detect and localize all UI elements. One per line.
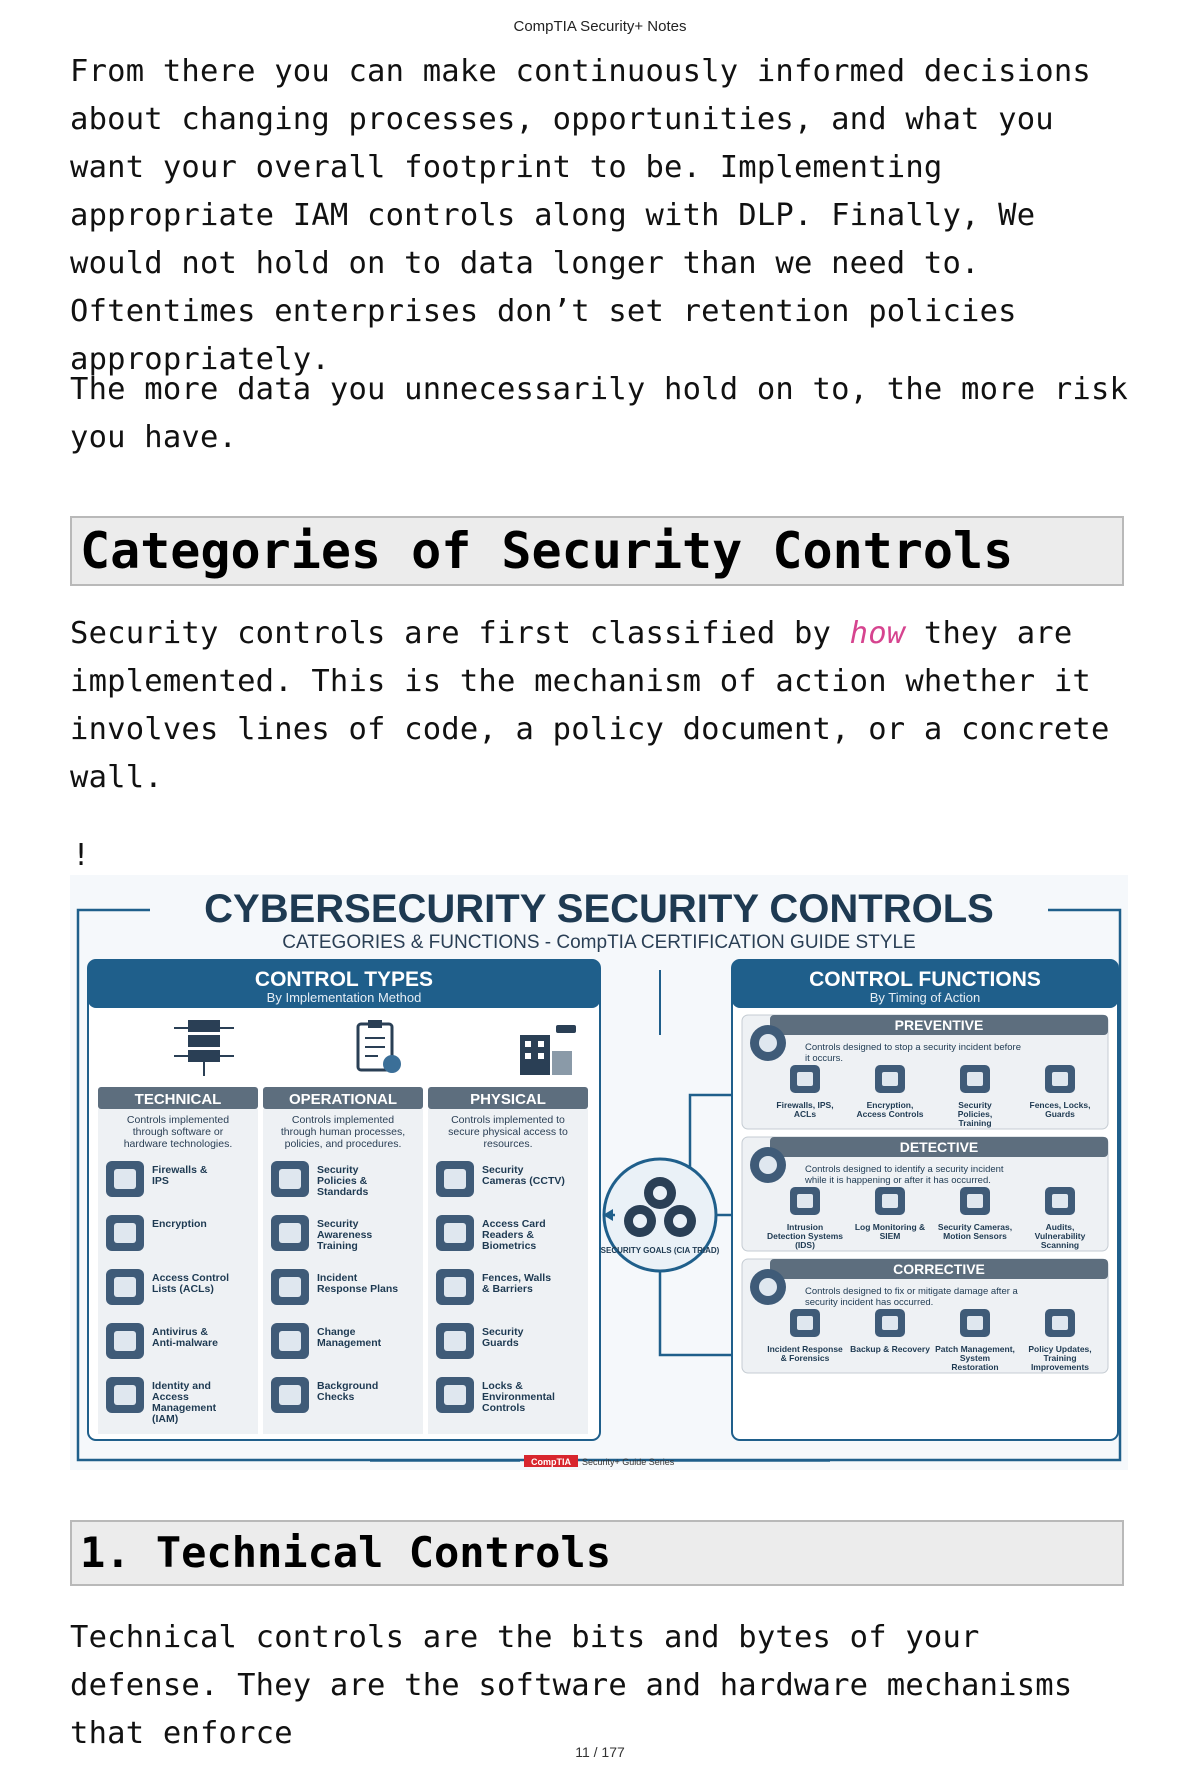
control-type-item: Locks & Environmental Controls <box>482 1380 555 1414</box>
function-title: CORRECTIVE <box>893 1261 985 1277</box>
comptia-badge-text: CompTIA <box>531 1457 571 1467</box>
function-group-corrective <box>742 1259 1108 1373</box>
emphasis-how: how <box>849 616 906 651</box>
paragraph-intro: From there you can make continuously informed decisions about changing processes, opportunities, and what you want your overall footprint to be. Implementing appropriate IAM controls along with DLP. Finally, We would not hold on to data longer than we need to. Oftentimes enterprises don’t set retention policies appropriately. <box>70 54 1091 377</box>
figure-title: CYBERSECURITY SECURITY CONTROLS <box>204 887 994 931</box>
control-type-item: Encryption <box>152 1218 207 1230</box>
control-type-item: Security Awareness Training <box>317 1218 373 1252</box>
policy-person-icon <box>960 1065 990 1093</box>
background-check-icon <box>271 1377 309 1413</box>
function-item: Audits, Vulnerability Scanning <box>1034 1222 1086 1250</box>
function-desc: Controls designed to stop a security incident before it occurs. <box>805 1042 1021 1064</box>
control-type-item: Fences, Walls & Barriers <box>482 1272 552 1295</box>
figure-subtitle: CATEGORIES & FUNCTIONS - CompTIA CERTIFICATION GUIDE STYLE <box>282 932 916 953</box>
control-type-item: Access Card Readers & Biometrics <box>482 1218 546 1252</box>
stray-exclamation: ! <box>72 838 91 873</box>
function-item: Patch Management, System Restoration <box>935 1344 1015 1372</box>
page-number: 11 / 177 <box>575 1744 625 1760</box>
section-heading: Categories of Security Controls <box>80 522 1014 580</box>
function-item: Firewalls, IPS, ACLs <box>776 1100 834 1119</box>
function-item: Security Cameras, Motion Sensors <box>937 1222 1013 1241</box>
magnifier-bug-icon <box>106 1323 144 1359</box>
ambulance-icon <box>790 1309 820 1337</box>
control-type-item: Change Management <box>317 1326 382 1349</box>
para-text-after: they are implemented. This is the mechanism of action whether it involves lines of code, a policy document, or a concrete wall. <box>70 616 1110 795</box>
col-physical-desc: Controls implemented to secure physical access to resources. <box>448 1114 568 1150</box>
function-item: Log Monitoring & SIEM <box>854 1222 926 1241</box>
lock-thermometer-icon <box>436 1377 474 1413</box>
function-title: DETECTIVE <box>899 1139 979 1155</box>
audit-magnifier-icon <box>1045 1187 1075 1215</box>
function-item: Backup & Recovery <box>850 1344 930 1354</box>
col-physical-title: PHYSICAL <box>470 1091 546 1108</box>
paragraph-categories <box>70 610 1130 802</box>
control-type-item: Security Guards <box>482 1326 524 1349</box>
para-text-before: Security controls are first classified by <box>70 616 850 651</box>
magnifier-eye-icon <box>750 1147 786 1183</box>
function-item: Fences, Locks, Guards <box>1029 1100 1091 1119</box>
monitor-chart-icon <box>875 1187 905 1215</box>
control-type-item: Incident Response Plans <box>317 1272 399 1295</box>
function-desc: Controls designed to identify a security incident while it is happening or after it has occurred. <box>805 1164 1004 1186</box>
paragraph-technical: Technical controls are the bits and bytes of your defense. They are the software and hardware mechanisms that enforce <box>70 1620 1073 1751</box>
shield-arrow-icon <box>750 1025 786 1061</box>
fence-lock-icon <box>1045 1065 1075 1093</box>
fence-icon <box>436 1269 474 1305</box>
firewall-icon <box>790 1065 820 1093</box>
policy-update-icon <box>1045 1309 1075 1337</box>
col-technical-title: TECHNICAL <box>134 1091 222 1108</box>
policy-document-icon <box>271 1161 309 1197</box>
firewall-icon <box>106 1161 144 1197</box>
incident-team-icon <box>271 1269 309 1305</box>
function-item: Intrusion Detection Systems (IDS) <box>766 1222 844 1250</box>
lock-fingerprint-icon <box>875 1065 905 1093</box>
running-header: CompTIA Security+ Notes <box>513 18 687 35</box>
card-reader-icon <box>436 1215 474 1251</box>
control-type-item: Antivirus & Anti-malware <box>152 1326 218 1349</box>
control-functions-subtitle: By Timing of Action <box>869 990 981 1005</box>
lock-icon <box>106 1215 144 1251</box>
function-group-preventive <box>742 1015 1108 1129</box>
security-controls-infographic <box>70 875 1128 1470</box>
change-doc-icon <box>271 1323 309 1359</box>
control-types-title: CONTROL TYPES <box>254 968 434 991</box>
function-desc: Controls designed to fix or mitigate damage after a security incident has occurred. <box>805 1286 1018 1308</box>
control-functions-title: CONTROL FUNCTIONS <box>809 968 1041 991</box>
function-item: Incident Response & Forensics <box>767 1344 843 1363</box>
training-person-icon <box>271 1215 309 1251</box>
cloud-backup-icon <box>875 1309 905 1337</box>
control-type-item: Firewalls & IPS <box>152 1164 208 1187</box>
cia-triad-label: SECURITY GOALS (CIA TRIAD) <box>600 1246 720 1255</box>
paragraph-risk: The more data you unnecessarily hold on to, the more risk you have. <box>70 372 1129 455</box>
function-item: Security Policies, Training <box>957 1100 993 1128</box>
control-type-item: Access Control Lists (ACLs) <box>152 1272 230 1295</box>
cctv-camera-icon <box>436 1161 474 1197</box>
eye-icon <box>790 1187 820 1215</box>
id-card-icon <box>106 1377 144 1413</box>
function-group-detective <box>742 1137 1108 1251</box>
control-types-subtitle: By Implementation Method <box>266 990 422 1005</box>
series-label: Security+ Guide Series <box>582 1457 675 1467</box>
col-operational-title: OPERATIONAL <box>288 1091 398 1108</box>
control-type-item: Identity and Access Management (IAM) <box>152 1380 217 1425</box>
control-type-item: Background Checks <box>317 1380 379 1403</box>
subsection-heading-box <box>70 1520 1124 1586</box>
control-type-item: Security Policies & Standards <box>317 1164 369 1198</box>
acl-list-icon <box>106 1269 144 1305</box>
patch-window-icon <box>960 1309 990 1337</box>
function-item: Policy Updates, Training Improvements <box>1028 1344 1092 1372</box>
function-item: Encryption, Access Controls <box>856 1100 924 1119</box>
control-type-item: Security Cameras (CCTV) <box>482 1164 565 1187</box>
wrench-screwdriver-icon <box>750 1269 786 1305</box>
subsection-heading: 1. Technical Controls <box>80 1528 612 1577</box>
col-operational-desc: Controls implemented through human processes, policies, and procedures. <box>280 1114 406 1150</box>
col-technical-desc: Controls implemented through software or hardware technologies. <box>123 1114 233 1150</box>
function-title: PREVENTIVE <box>894 1017 984 1033</box>
section-heading-box <box>70 516 1124 586</box>
guard-icon <box>436 1323 474 1359</box>
camera-sensor-icon <box>960 1187 990 1215</box>
